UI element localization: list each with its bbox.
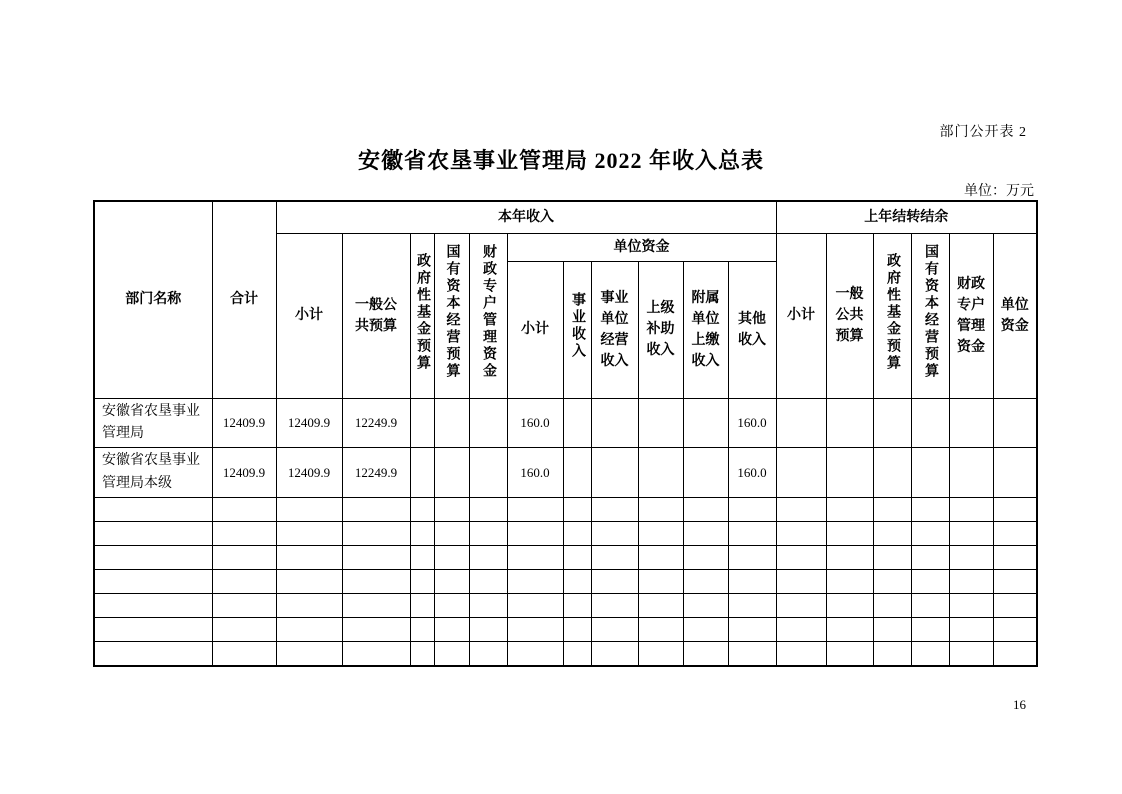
col-group-unit-funds: 单位资金 — [507, 233, 776, 261]
value-cell — [683, 398, 728, 448]
value-cell: 160.0 — [728, 398, 776, 448]
dept-name-cell — [94, 618, 212, 642]
value-cell — [728, 594, 776, 618]
value-cell — [434, 522, 469, 546]
value-cell — [410, 448, 434, 498]
value-cell — [911, 498, 949, 522]
value-cell — [776, 448, 826, 498]
col-header-uf-operating-income: 事业单位经营收入 — [591, 261, 638, 398]
value-cell — [683, 448, 728, 498]
value-cell — [507, 498, 563, 522]
dept-name-cell: 安徽省农垦事业管理局本级 — [94, 448, 212, 498]
cy-gov-fund-budget-label: 政府性基金预算 — [415, 252, 430, 372]
col-header-cy-subtotal: 小计 — [276, 233, 342, 398]
value-cell — [949, 570, 993, 594]
value-cell — [212, 546, 276, 570]
value-cell — [993, 522, 1037, 546]
dept-name-cell — [94, 642, 212, 666]
col-header-co-gov-fund-budget — [873, 233, 911, 398]
value-cell — [591, 618, 638, 642]
dept-name-cell — [94, 498, 212, 522]
value-cell — [728, 618, 776, 642]
income-table-body — [94, 398, 1037, 666]
income-summary-table — [93, 200, 1038, 667]
value-cell — [993, 594, 1037, 618]
value-cell — [212, 642, 276, 666]
value-cell — [276, 594, 342, 618]
table-row — [94, 618, 1037, 642]
value-cell — [826, 546, 873, 570]
value-cell: 12409.9 — [212, 448, 276, 498]
value-cell — [949, 594, 993, 618]
value-cell — [911, 546, 949, 570]
value-cell — [826, 498, 873, 522]
value-cell — [410, 522, 434, 546]
value-cell — [683, 618, 728, 642]
value-cell — [638, 498, 683, 522]
table-row — [94, 570, 1037, 594]
value-cell — [993, 448, 1037, 498]
col-header-co-subtotal: 小计 — [776, 233, 826, 398]
value-cell — [873, 546, 911, 570]
dept-name-cell — [94, 546, 212, 570]
value-cell — [212, 570, 276, 594]
value-cell — [469, 594, 507, 618]
value-cell — [638, 594, 683, 618]
value-cell — [342, 522, 410, 546]
value-cell: 12249.9 — [342, 448, 410, 498]
value-cell — [469, 448, 507, 498]
value-cell — [410, 498, 434, 522]
value-cell — [410, 570, 434, 594]
value-cell — [276, 618, 342, 642]
co-state-capital-budget-label: 国有资本经营预算 — [923, 244, 938, 380]
value-cell — [434, 594, 469, 618]
col-header-cy-state-capital-budget — [434, 233, 469, 398]
col-group-current-year-income: 本年收入 — [276, 201, 776, 233]
value-cell — [638, 448, 683, 498]
value-cell — [873, 448, 911, 498]
col-header-co-fiscal-special-account: 财政专户管理资金 — [949, 233, 993, 398]
page-number: 16 — [1013, 697, 1026, 712]
value-cell — [563, 642, 591, 666]
value-cell — [434, 642, 469, 666]
value-cell — [563, 448, 591, 498]
value-cell — [873, 570, 911, 594]
value-cell — [563, 398, 591, 448]
value-cell — [591, 546, 638, 570]
value-cell — [276, 498, 342, 522]
value-cell — [683, 594, 728, 618]
value-cell — [276, 642, 342, 666]
value-cell — [826, 618, 873, 642]
value-cell — [949, 642, 993, 666]
value-cell — [591, 448, 638, 498]
value-cell — [563, 546, 591, 570]
value-cell — [993, 398, 1037, 448]
value-cell — [469, 570, 507, 594]
value-cell — [949, 618, 993, 642]
value-cell — [776, 398, 826, 448]
value-cell — [728, 546, 776, 570]
value-cell — [776, 570, 826, 594]
value-cell — [911, 448, 949, 498]
value-cell — [993, 618, 1037, 642]
col-header-co-general-public-budget: 一般公共预算 — [826, 233, 873, 398]
value-cell: 12409.9 — [276, 398, 342, 448]
value-cell — [342, 618, 410, 642]
value-cell — [993, 498, 1037, 522]
value-cell — [776, 618, 826, 642]
value-cell — [911, 594, 949, 618]
value-cell: 160.0 — [728, 448, 776, 498]
value-cell — [826, 522, 873, 546]
value-cell: 12249.9 — [342, 398, 410, 448]
value-cell — [826, 448, 873, 498]
col-header-uf-subtotal: 小计 — [507, 261, 563, 398]
value-cell — [212, 498, 276, 522]
value-cell — [993, 570, 1037, 594]
value-cell — [873, 618, 911, 642]
value-cell — [728, 498, 776, 522]
value-cell — [638, 618, 683, 642]
value-cell — [728, 570, 776, 594]
value-cell — [826, 398, 873, 448]
value-cell — [776, 642, 826, 666]
value-cell — [342, 570, 410, 594]
value-cell — [728, 522, 776, 546]
dept-name-cell: 安徽省农垦事业管理局 — [94, 398, 212, 448]
value-cell — [563, 522, 591, 546]
value-cell — [410, 594, 434, 618]
value-cell — [410, 618, 434, 642]
value-cell — [212, 594, 276, 618]
value-cell — [911, 570, 949, 594]
value-cell — [638, 522, 683, 546]
table-row — [94, 522, 1037, 546]
col-header-uf-superior-subsidy-income: 上级补助收入 — [638, 261, 683, 398]
table-row — [94, 642, 1037, 666]
value-cell — [410, 398, 434, 448]
value-cell — [949, 522, 993, 546]
value-cell — [683, 642, 728, 666]
value-cell: 12409.9 — [276, 448, 342, 498]
unit-label: 单位：万元 — [964, 184, 1034, 199]
value-cell — [276, 570, 342, 594]
value-cell — [469, 498, 507, 522]
value-cell — [469, 618, 507, 642]
value-cell — [683, 570, 728, 594]
value-cell — [434, 546, 469, 570]
col-header-total: 合计 — [212, 201, 276, 398]
col-header-uf-affiliated-remittance-income: 附属单位上缴收入 — [683, 261, 728, 398]
value-cell — [469, 398, 507, 448]
value-cell — [434, 398, 469, 448]
value-cell — [591, 398, 638, 448]
value-cell — [591, 522, 638, 546]
value-cell — [776, 522, 826, 546]
value-cell: 160.0 — [507, 398, 563, 448]
value-cell — [638, 398, 683, 448]
dept-name-cell — [94, 570, 212, 594]
value-cell — [873, 522, 911, 546]
value-cell — [949, 398, 993, 448]
col-header-co-state-capital-budget — [911, 233, 949, 398]
value-cell — [212, 618, 276, 642]
col-group-prev-year-carryover: 上年结转结余 — [776, 201, 1037, 233]
value-cell — [434, 448, 469, 498]
table-row — [94, 594, 1037, 618]
uf-business-income-label: 事业收入 — [570, 292, 585, 360]
value-cell — [342, 546, 410, 570]
value-cell — [434, 498, 469, 522]
page-title: 安徽省农垦事业管理局 2022 年收入总表 — [357, 148, 764, 173]
value-cell — [469, 546, 507, 570]
value-cell — [638, 546, 683, 570]
cy-state-capital-budget-label: 国有资本经营预算 — [444, 244, 460, 380]
value-cell — [507, 546, 563, 570]
col-header-uf-business-income — [563, 261, 591, 398]
value-cell — [342, 594, 410, 618]
value-cell — [911, 618, 949, 642]
dept-name-cell — [94, 594, 212, 618]
value-cell — [873, 398, 911, 448]
value-cell — [873, 642, 911, 666]
value-cell — [507, 642, 563, 666]
table-row — [94, 546, 1037, 570]
value-cell — [873, 594, 911, 618]
value-cell — [507, 594, 563, 618]
value-cell: 12409.9 — [212, 398, 276, 448]
value-cell — [507, 570, 563, 594]
value-cell — [826, 594, 873, 618]
value-cell — [563, 618, 591, 642]
value-cell — [993, 642, 1037, 666]
value-cell — [591, 642, 638, 666]
value-cell — [949, 448, 993, 498]
value-cell — [591, 594, 638, 618]
cy-fiscal-special-account-label: 财政专户管理资金 — [481, 244, 496, 380]
value-cell: 160.0 — [507, 448, 563, 498]
col-header-cy-fiscal-special-account — [469, 233, 507, 398]
value-cell — [776, 594, 826, 618]
value-cell — [507, 522, 563, 546]
value-cell — [911, 398, 949, 448]
value-cell — [563, 594, 591, 618]
value-cell — [591, 498, 638, 522]
value-cell — [873, 498, 911, 522]
dept-name-cell — [94, 522, 212, 546]
value-cell — [826, 570, 873, 594]
value-cell — [638, 570, 683, 594]
value-cell — [410, 546, 434, 570]
value-cell — [993, 546, 1037, 570]
header-row-1 — [94, 201, 1037, 233]
value-cell — [638, 642, 683, 666]
col-header-cy-gov-fund-budget — [410, 233, 434, 398]
value-cell — [469, 522, 507, 546]
value-cell — [563, 570, 591, 594]
value-cell — [342, 498, 410, 522]
value-cell — [683, 546, 728, 570]
value-cell — [776, 546, 826, 570]
value-cell — [434, 570, 469, 594]
value-cell — [342, 642, 410, 666]
value-cell — [410, 642, 434, 666]
value-cell — [683, 522, 728, 546]
value-cell — [276, 522, 342, 546]
col-header-co-unit-funds: 单位资金 — [993, 233, 1037, 398]
value-cell — [776, 498, 826, 522]
value-cell — [434, 618, 469, 642]
col-header-dept: 部门名称 — [94, 201, 212, 398]
value-cell — [911, 522, 949, 546]
value-cell — [826, 642, 873, 666]
col-header-cy-general-public-budget: 一般公共预算 — [342, 233, 410, 398]
value-cell — [276, 546, 342, 570]
table-row — [94, 448, 1037, 498]
value-cell — [949, 546, 993, 570]
value-cell — [212, 522, 276, 546]
table-row — [94, 398, 1037, 448]
value-cell — [591, 570, 638, 594]
value-cell — [949, 498, 993, 522]
value-cell — [911, 642, 949, 666]
value-cell — [683, 498, 728, 522]
value-cell — [469, 642, 507, 666]
table-row — [94, 498, 1037, 522]
value-cell — [563, 498, 591, 522]
value-cell — [507, 618, 563, 642]
co-gov-fund-budget-label: 政府性基金预算 — [885, 252, 900, 372]
table-header — [94, 201, 1037, 398]
col-header-uf-other-income: 其他收入 — [728, 261, 776, 398]
corner-table-label: 部门公开表 2 — [939, 125, 1027, 140]
value-cell — [728, 642, 776, 666]
